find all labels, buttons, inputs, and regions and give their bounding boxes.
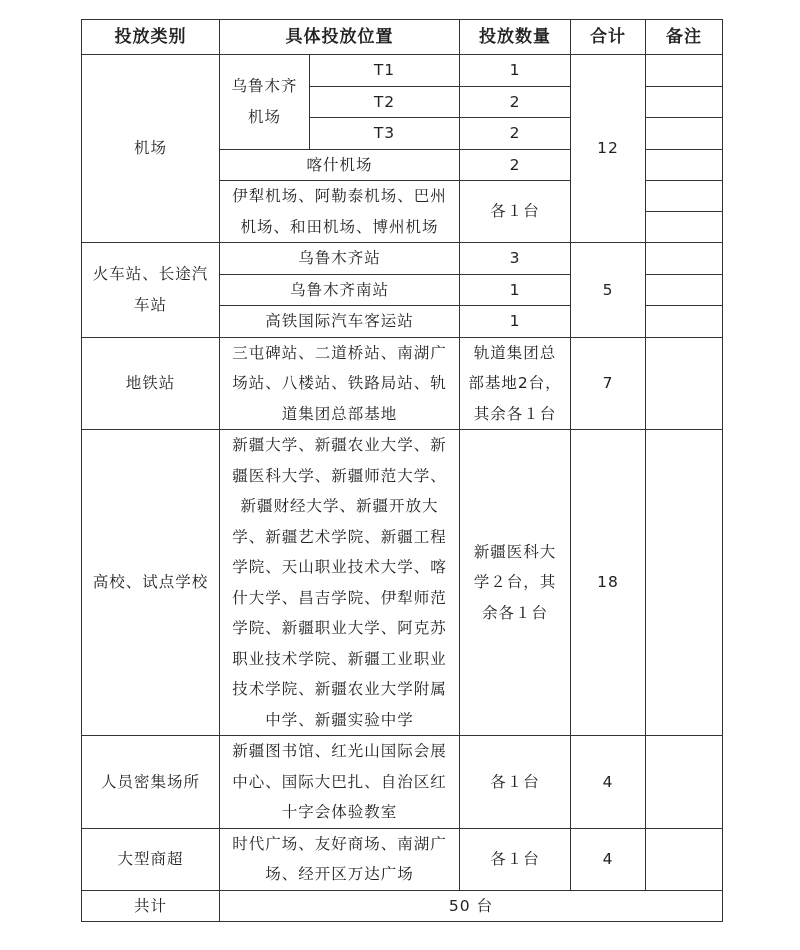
remarks-cell bbox=[646, 86, 723, 118]
table-row bbox=[82, 430, 723, 736]
location-cell: 乌鲁木齐机场 bbox=[220, 55, 310, 150]
category-cell: 高校、试点学校 bbox=[82, 430, 220, 736]
location-cell: 伊犁机场、阿勒泰机场、巴州机场、和田机场、博州机场 bbox=[220, 181, 460, 243]
location-cell: 新疆图书馆、红光山国际会展中心、国际大巴扎、自治区红十字会体验教室 bbox=[220, 736, 460, 829]
header-category: 投放类别 bbox=[82, 20, 220, 55]
location-cell: 时代广场、友好商场、南湖广场、经开区万达广场 bbox=[220, 828, 460, 890]
total-label: 共计 bbox=[82, 890, 220, 922]
remarks-cell bbox=[646, 212, 723, 243]
header-location: 具体投放位置 bbox=[220, 20, 460, 55]
table-row bbox=[82, 337, 723, 430]
remarks-cell bbox=[646, 55, 723, 87]
subtotal-cell: 12 bbox=[571, 55, 646, 243]
quantity-cell: 2 bbox=[460, 149, 571, 181]
quantity-cell: 2 bbox=[460, 118, 571, 150]
header-subtotal: 合计 bbox=[571, 20, 646, 55]
quantity-cell: 轨道集团总部基地2台，其余各１台 bbox=[460, 337, 571, 430]
location-cell: 高铁国际汽车客运站 bbox=[220, 306, 460, 338]
remarks-cell bbox=[646, 430, 723, 736]
table-row bbox=[82, 828, 723, 890]
quantity-cell: 各１台 bbox=[460, 736, 571, 829]
quantity-cell: 1 bbox=[460, 274, 571, 306]
remarks-cell bbox=[646, 149, 723, 181]
remarks-cell bbox=[646, 243, 723, 275]
location-cell: 喀什机场 bbox=[220, 149, 460, 181]
total-value: 50 台 bbox=[220, 890, 723, 922]
subtotal-cell: 7 bbox=[571, 337, 646, 430]
category-cell: 机场 bbox=[82, 55, 220, 243]
header-remarks: 备注 bbox=[646, 20, 723, 55]
quantity-cell: 1 bbox=[460, 55, 571, 87]
remarks-cell bbox=[646, 181, 723, 212]
placement-table bbox=[81, 19, 723, 922]
location-cell: T3 bbox=[310, 118, 460, 150]
subtotal-cell: 4 bbox=[571, 736, 646, 829]
subtotal-cell: 5 bbox=[571, 243, 646, 338]
category-cell: 火车站、长途汽车站 bbox=[82, 243, 220, 338]
location-cell: 乌鲁木齐站 bbox=[220, 243, 460, 275]
location-cell: T1 bbox=[310, 55, 460, 87]
remarks-cell bbox=[646, 274, 723, 306]
location-cell: 乌鲁木齐南站 bbox=[220, 274, 460, 306]
quantity-cell: 各１台 bbox=[460, 828, 571, 890]
total-row bbox=[82, 890, 723, 922]
remarks-cell bbox=[646, 828, 723, 890]
table-row bbox=[82, 55, 723, 87]
quantity-cell: 新疆医科大学２台，其余各１台 bbox=[460, 430, 571, 736]
category-cell: 大型商超 bbox=[82, 828, 220, 890]
remarks-cell bbox=[646, 118, 723, 150]
subtotal-cell: 4 bbox=[571, 828, 646, 890]
remarks-cell bbox=[646, 306, 723, 338]
location-cell: 三屯碑站、二道桥站、南湖广场站、八楼站、铁路局站、轨道集团总部基地 bbox=[220, 337, 460, 430]
quantity-cell: 2 bbox=[460, 86, 571, 118]
category-cell: 人员密集场所 bbox=[82, 736, 220, 829]
quantity-cell: 1 bbox=[460, 306, 571, 338]
header-row bbox=[82, 20, 723, 55]
category-cell: 地铁站 bbox=[82, 337, 220, 430]
quantity-cell: 3 bbox=[460, 243, 571, 275]
location-cell: 新疆大学、新疆农业大学、新疆医科大学、新疆师范大学、新疆财经大学、新疆开放大学、新疆艺术学院、新疆工程学院、天山职业技术大学、喀什大学、昌吉学院、伊犁师范学院、新疆职业大学、阿克苏职业技术学院、新疆工业职业技术学院、新疆农业大学附属中学、新疆实验中学 bbox=[220, 430, 460, 736]
table-row bbox=[82, 243, 723, 275]
quantity-cell: 各１台 bbox=[460, 181, 571, 243]
remarks-cell bbox=[646, 736, 723, 829]
remarks-cell bbox=[646, 337, 723, 430]
location-cell: T2 bbox=[310, 86, 460, 118]
header-quantity: 投放数量 bbox=[460, 20, 571, 55]
table-row bbox=[82, 736, 723, 829]
subtotal-cell: 18 bbox=[571, 430, 646, 736]
